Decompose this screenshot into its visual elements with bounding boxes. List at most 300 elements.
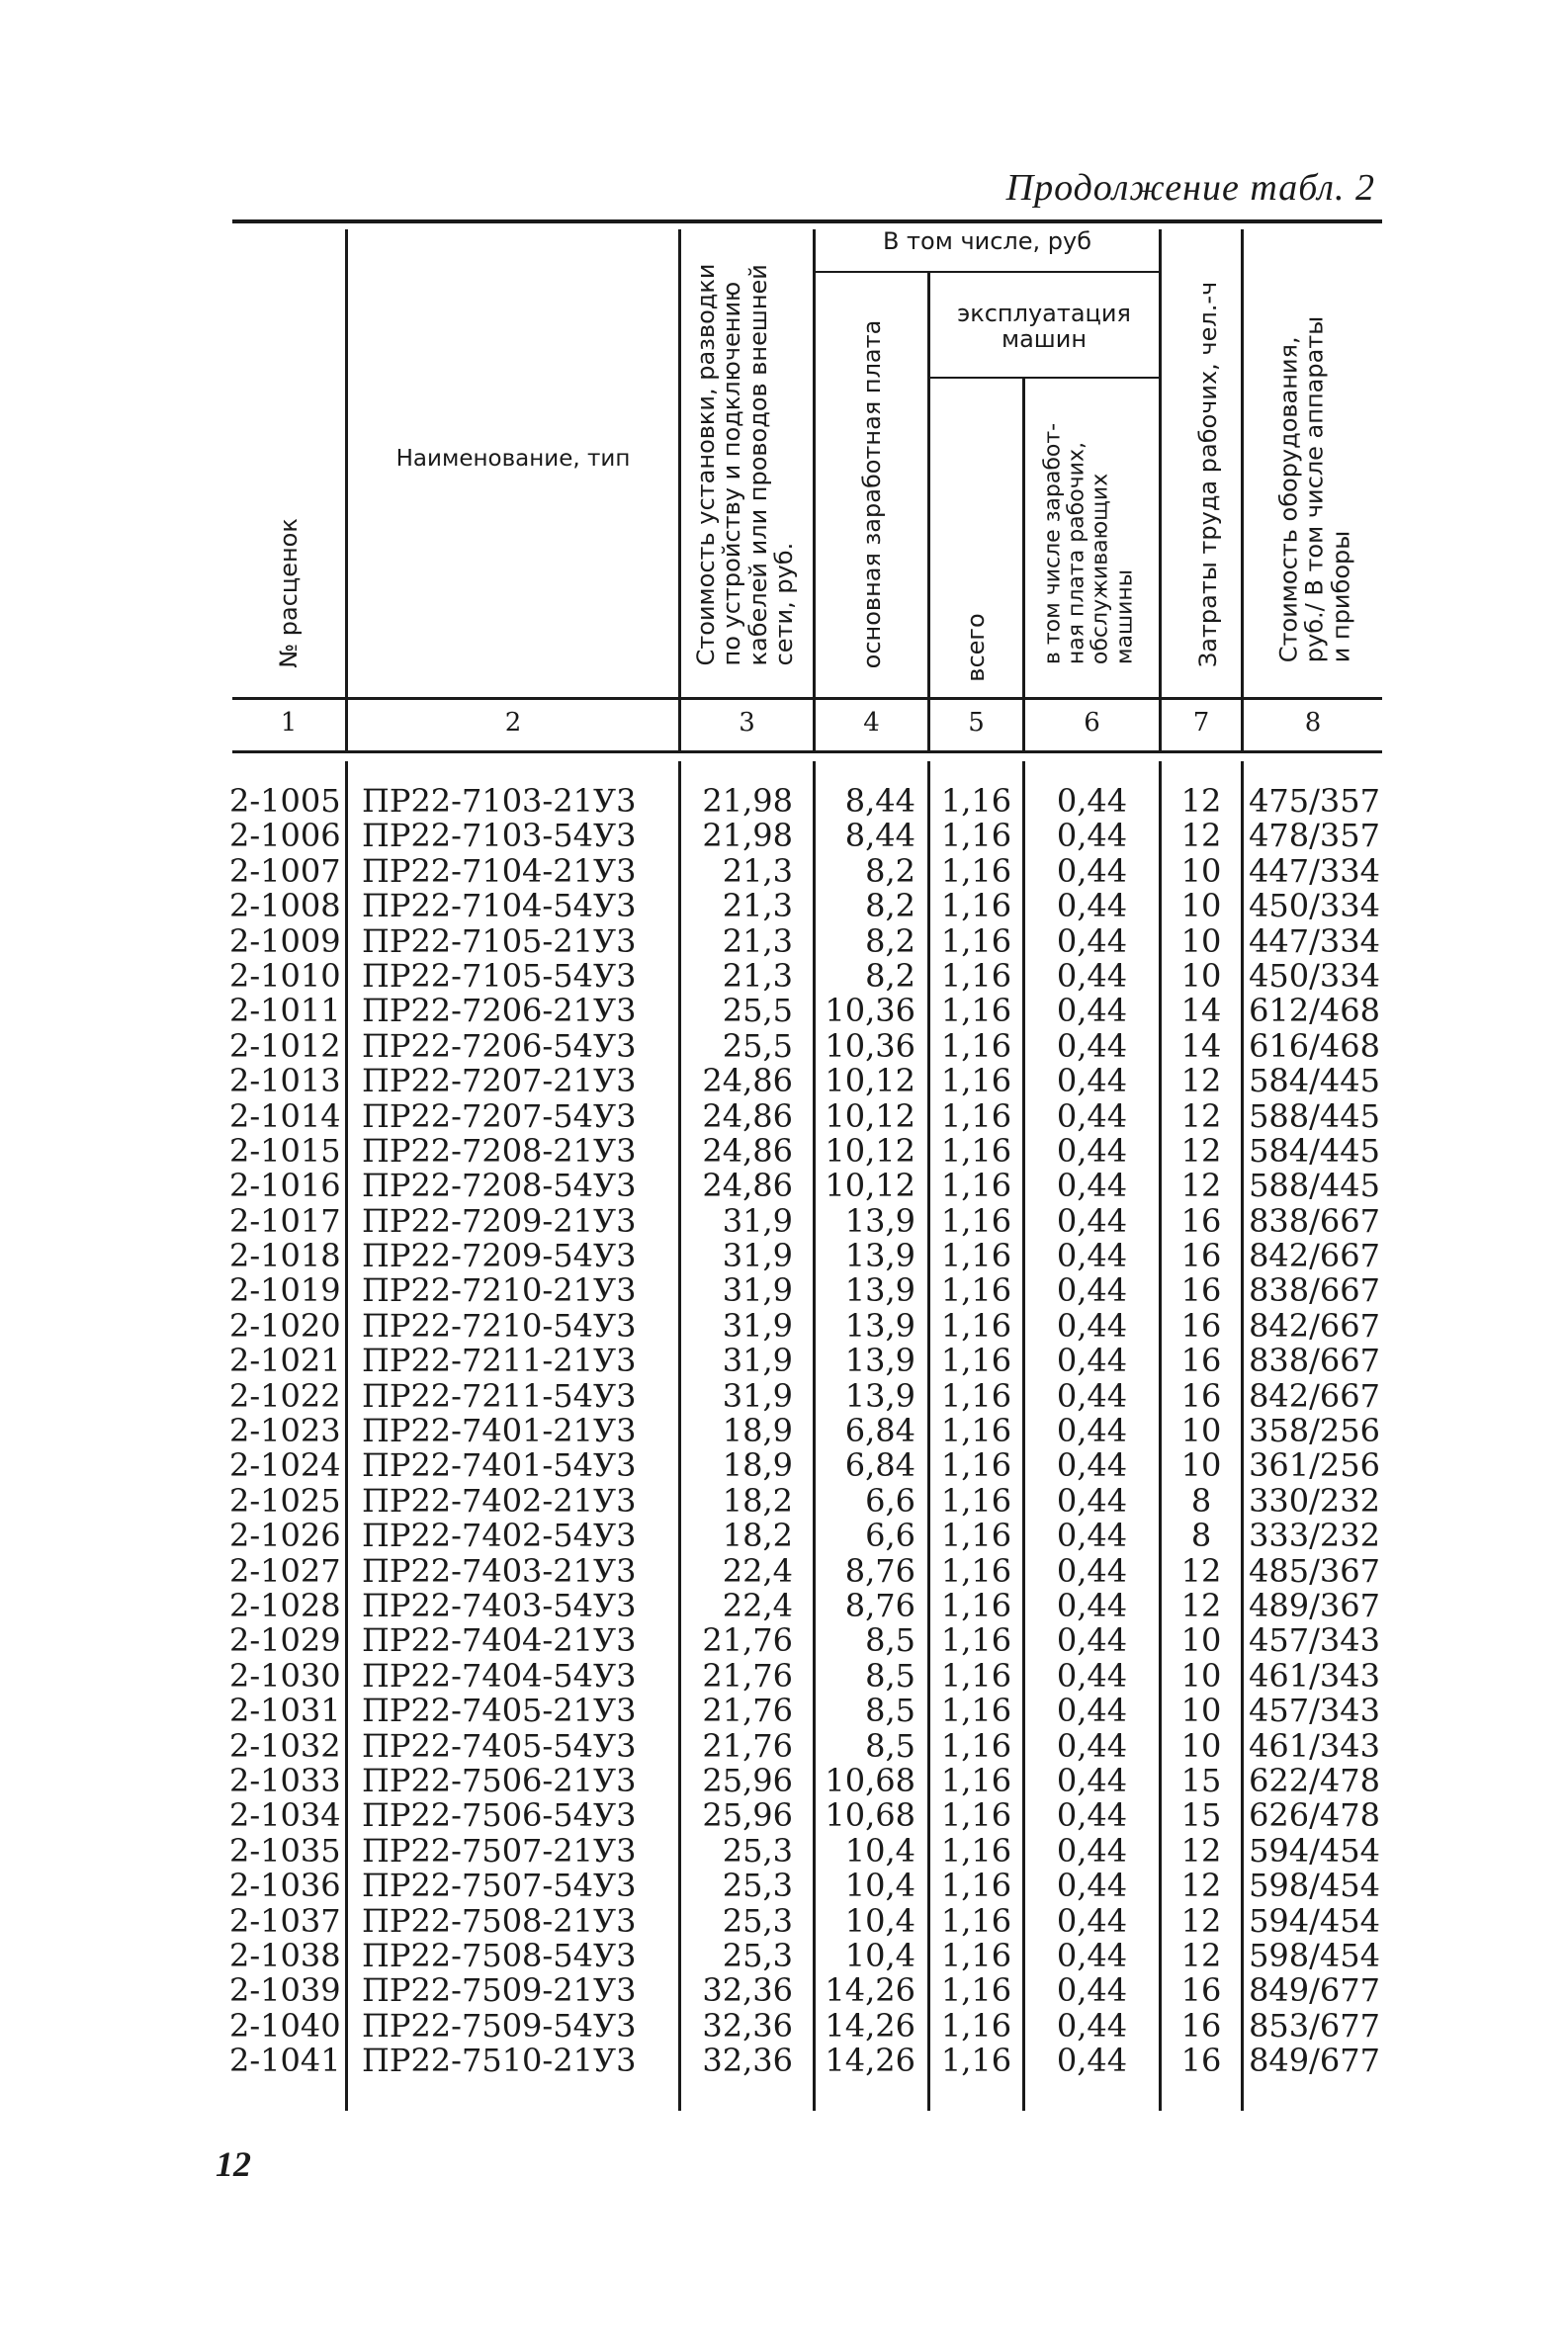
header-col1-text: № расценок [274, 518, 303, 668]
machine-wage-cell: 0,44 [1056, 1621, 1128, 1660]
equipment-cost-cell: 584/445 [1249, 1131, 1380, 1170]
table-row [0, 784, 1568, 819]
labor-hours-cell: 12 [1180, 1551, 1222, 1590]
rate-number-cell: 2-1037 [229, 1901, 341, 1940]
item-name-cell: ПР22-7404-54У3 [362, 1656, 637, 1695]
equipment-cost-cell: 622/478 [1249, 1761, 1380, 1799]
rate-number-cell: 2-1031 [229, 1692, 341, 1730]
machine-wage-cell: 0,44 [1056, 1026, 1128, 1065]
machine-total-cell: 1,16 [940, 1551, 1012, 1590]
base-wage-cell: 14,26 [825, 2042, 915, 2080]
machine-total-cell: 1,16 [940, 1481, 1012, 1520]
col-divider-2-3 [678, 229, 681, 753]
install-cost-cell: 21,3 [722, 956, 793, 995]
machine-wage-cell: 0,44 [1056, 851, 1128, 890]
header-col8 [1275, 316, 1353, 662]
item-name-cell: ПР22-7403-54У3 [362, 1586, 637, 1624]
equipment-cost-cell: 457/343 [1249, 1621, 1380, 1660]
table-row [0, 1169, 1568, 1203]
base-wage-cell: 8,76 [844, 1551, 915, 1590]
base-wage-cell: 13,9 [844, 1306, 915, 1345]
base-wage-cell: 10,36 [825, 992, 915, 1030]
rate-number-cell: 2-1005 [229, 782, 341, 820]
base-wage-cell: 10,68 [825, 1796, 915, 1835]
item-name-cell: ПР22-7208-54У3 [362, 1167, 637, 1205]
rate-number-cell: 2-1028 [229, 1586, 341, 1624]
base-wage-cell: 10,12 [825, 1167, 915, 1205]
item-name-cell: ПР22-7510-21У3 [362, 2042, 637, 2080]
item-name-cell: ПР22-7509-54У3 [362, 2006, 637, 2045]
labor-hours-cell: 16 [1180, 2042, 1222, 2080]
machine-wage-cell: 0,44 [1056, 921, 1128, 960]
machine-total-cell: 1,16 [940, 1796, 1012, 1835]
install-cost-cell: 18,9 [722, 1446, 793, 1485]
table-row [0, 1414, 1568, 1448]
base-wage-cell: 10,4 [844, 1901, 915, 1940]
rate-number-cell: 2-1018 [229, 1237, 341, 1275]
equipment-cost-cell: 361/256 [1249, 1446, 1380, 1485]
rate-number-cell: 2-1040 [229, 2006, 341, 2045]
install-cost-cell: 24,86 [702, 1096, 793, 1135]
install-cost-cell: 31,9 [722, 1237, 793, 1275]
install-cost-cell: 21,98 [702, 817, 793, 855]
table-row [0, 1586, 1568, 1624]
header-col8-line1: Стоимость оборудования, [1274, 336, 1303, 663]
machine-wage-cell: 0,44 [1056, 1971, 1128, 2010]
rate-number-cell: 2-1017 [229, 1201, 341, 1240]
labor-hours-cell: 16 [1180, 1201, 1222, 1240]
rate-number-cell: 2-1024 [229, 1446, 341, 1485]
machine-total-cell: 1,16 [940, 851, 1012, 890]
labor-hours-cell: 10 [1180, 956, 1222, 995]
install-cost-cell: 25,96 [702, 1796, 793, 1835]
rate-number-cell: 2-1033 [229, 1761, 341, 1799]
install-cost-cell: 22,4 [722, 1586, 793, 1624]
header-col7-text: Затраты труда рабочих, чел.-ч [1193, 281, 1222, 668]
base-wage-cell: 8,44 [844, 817, 915, 855]
colnum-3: 3 [739, 708, 755, 738]
labor-hours-cell: 16 [1180, 1271, 1222, 1310]
col-divider-5-6 [1022, 379, 1025, 753]
install-cost-cell: 31,9 [722, 1271, 793, 1310]
equipment-cost-cell: 598/454 [1249, 1936, 1380, 1974]
labor-hours-cell: 12 [1180, 1901, 1222, 1940]
equipment-cost-cell: 461/343 [1249, 1656, 1380, 1695]
item-name-cell: ПР22-7405-21У3 [362, 1692, 637, 1730]
labor-hours-cell: 15 [1180, 1796, 1222, 1835]
equipment-cost-cell: 594/454 [1249, 1831, 1380, 1870]
machine-total-cell: 1,16 [940, 1271, 1012, 1310]
item-name-cell: ПР22-7507-54У3 [362, 1867, 637, 1905]
base-wage-cell: 8,44 [844, 782, 915, 820]
colnum-2: 2 [504, 708, 522, 738]
rate-number-cell: 2-1027 [229, 1551, 341, 1590]
base-wage-cell: 13,9 [844, 1376, 915, 1415]
table-row [0, 1306, 1568, 1345]
item-name-cell: ПР22-7105-54У3 [362, 956, 637, 995]
machine-total-cell: 1,16 [940, 1586, 1012, 1624]
install-cost-cell: 32,36 [702, 1971, 793, 2010]
item-name-cell: ПР22-7401-21У3 [362, 1412, 637, 1450]
rate-number-cell: 2-1036 [229, 1867, 341, 1905]
base-wage-cell: 8,2 [865, 921, 915, 960]
item-name-cell: ПР22-7210-54У3 [362, 1306, 637, 1345]
equipment-cost-cell: 461/343 [1249, 1726, 1380, 1765]
col-divider-3-4 [813, 229, 816, 753]
labor-hours-cell: 16 [1180, 1237, 1222, 1275]
labor-hours-cell: 12 [1180, 1167, 1222, 1205]
table-row [0, 1831, 1568, 1870]
machine-wage-cell: 0,44 [1056, 1656, 1128, 1695]
table-row [0, 1973, 1568, 2008]
equipment-cost-cell: 478/357 [1249, 817, 1380, 855]
base-wage-cell: 10,4 [844, 1867, 915, 1905]
machine-wage-cell: 0,44 [1056, 1201, 1128, 1240]
machine-wage-cell: 0,44 [1056, 1901, 1128, 1940]
table-row [0, 1239, 1568, 1273]
machine-wage-cell: 0,44 [1056, 1271, 1128, 1310]
table-row [0, 994, 1568, 1028]
item-name-cell: ПР22-7210-21У3 [362, 1271, 637, 1310]
machine-wage-cell: 0,44 [1056, 1867, 1128, 1905]
labor-hours-cell: 10 [1180, 1692, 1222, 1730]
machine-wage-cell: 0,44 [1056, 1096, 1128, 1135]
header-col6-line4: машины [1112, 568, 1138, 665]
equipment-cost-cell: 584/445 [1249, 1062, 1380, 1100]
header-subgroup [929, 302, 1159, 353]
machine-total-cell: 1,16 [940, 1201, 1012, 1240]
item-name-cell: ПР22-7209-54У3 [362, 1237, 637, 1275]
header-col4 [859, 320, 885, 669]
table-row [0, 2044, 1568, 2078]
item-name-cell: ПР22-7103-21У3 [362, 782, 637, 820]
machine-total-cell: 1,16 [940, 1901, 1012, 1940]
table-row [0, 1901, 1568, 1940]
rate-number-cell: 2-1015 [229, 1131, 341, 1170]
machine-total-cell: 1,16 [940, 1342, 1012, 1380]
equipment-cost-cell: 457/343 [1249, 1692, 1380, 1730]
table-row [0, 1726, 1568, 1765]
base-wage-cell: 6,6 [865, 1481, 915, 1520]
header-col6-line1: в том числе заработ- [1040, 422, 1066, 665]
install-cost-cell: 31,9 [722, 1201, 793, 1240]
header-col7 [1195, 282, 1221, 667]
equipment-cost-cell: 358/256 [1249, 1412, 1380, 1450]
base-wage-cell: 10,12 [825, 1096, 915, 1135]
equipment-cost-cell: 489/367 [1249, 1586, 1380, 1624]
item-name-cell: ПР22-7207-54У3 [362, 1096, 637, 1135]
rate-number-cell: 2-1019 [229, 1271, 341, 1310]
colnum-5: 5 [968, 708, 985, 738]
table-row [0, 1096, 1568, 1135]
colnum-8: 8 [1304, 708, 1322, 738]
item-name-cell: ПР22-7209-21У3 [362, 1201, 637, 1240]
install-cost-cell: 25,96 [702, 1761, 793, 1799]
table-row [0, 1344, 1568, 1378]
machine-wage-cell: 0,44 [1056, 1446, 1128, 1485]
machine-total-cell: 1,16 [940, 1062, 1012, 1100]
machine-total-cell: 1,16 [940, 1656, 1012, 1695]
machine-total-cell: 1,16 [940, 1412, 1012, 1450]
header-col8-line2: руб./ В том числе аппараты [1300, 315, 1329, 663]
col-divider-6-7 [1159, 229, 1162, 753]
machine-wage-cell: 0,44 [1056, 1237, 1128, 1275]
labor-hours-cell: 16 [1180, 1376, 1222, 1415]
colnum-bottom-rule [232, 750, 1382, 753]
install-cost-cell: 31,9 [722, 1376, 793, 1415]
item-name-cell: ПР22-7405-54У3 [362, 1726, 637, 1765]
install-cost-cell: 25,3 [722, 1901, 793, 1940]
rate-number-cell: 2-1020 [229, 1306, 341, 1345]
labor-hours-cell: 10 [1180, 1656, 1222, 1695]
table-row [0, 1481, 1568, 1520]
labor-hours-cell: 10 [1180, 1726, 1222, 1765]
install-cost-cell: 31,9 [722, 1306, 793, 1345]
base-wage-cell: 13,9 [844, 1271, 915, 1310]
base-wage-cell: 10,68 [825, 1761, 915, 1799]
header-col2: Наименование, тип [395, 446, 631, 472]
header-col6-line2: ная плата рабочих, [1064, 442, 1089, 665]
table-row [0, 1761, 1568, 1799]
item-name-cell: ПР22-7403-21У3 [362, 1551, 637, 1590]
item-name-cell: ПР22-7105-21У3 [362, 921, 637, 960]
install-cost-cell: 24,86 [702, 1062, 793, 1100]
rate-number-cell: 2-1021 [229, 1342, 341, 1380]
equipment-cost-cell: 838/667 [1249, 1342, 1380, 1380]
header-col4-text: основная заработная плата [857, 319, 886, 669]
rate-number-cell: 2-1011 [229, 992, 341, 1030]
machine-total-cell: 1,16 [940, 1096, 1012, 1135]
install-cost-cell: 22,4 [722, 1551, 793, 1590]
base-wage-cell: 10,12 [825, 1131, 915, 1170]
equipment-cost-cell: 333/232 [1249, 1517, 1380, 1555]
base-wage-cell: 13,9 [844, 1201, 915, 1240]
labor-hours-cell: 16 [1180, 1342, 1222, 1380]
labor-hours-cell: 16 [1180, 2006, 1222, 2045]
rate-number-cell: 2-1008 [229, 887, 341, 925]
machine-wage-cell: 0,44 [1056, 1376, 1128, 1415]
item-name-cell: ПР22-7211-54У3 [362, 1376, 637, 1415]
install-cost-cell: 32,36 [702, 2042, 793, 2080]
machine-total-cell: 1,16 [940, 1167, 1012, 1205]
machine-wage-cell: 0,44 [1056, 1831, 1128, 1870]
base-wage-cell: 10,4 [844, 1831, 915, 1870]
machine-wage-cell: 0,44 [1056, 1517, 1128, 1555]
machine-total-cell: 1,16 [940, 1621, 1012, 1660]
equipment-cost-cell: 598/454 [1249, 1867, 1380, 1905]
labor-hours-cell: 12 [1180, 1936, 1222, 1974]
equipment-cost-cell: 616/468 [1249, 1026, 1380, 1065]
rate-number-cell: 2-1025 [229, 1481, 341, 1520]
rate-number-cell: 2-1038 [229, 1936, 341, 1974]
equipment-cost-cell: 450/334 [1249, 956, 1380, 995]
labor-hours-cell: 10 [1180, 1412, 1222, 1450]
col-divider-1-2 [345, 229, 348, 753]
base-wage-cell: 6,84 [844, 1446, 915, 1485]
machine-total-cell: 1,16 [940, 1726, 1012, 1765]
machine-total-cell: 1,16 [940, 1936, 1012, 1974]
install-cost-cell: 18,9 [722, 1412, 793, 1450]
machine-wage-cell: 0,44 [1056, 1481, 1128, 1520]
rate-number-cell: 2-1009 [229, 921, 341, 960]
table-row [0, 1519, 1568, 1553]
labor-hours-cell: 14 [1180, 992, 1222, 1030]
install-cost-cell: 25,3 [722, 1867, 793, 1905]
machine-total-cell: 1,16 [940, 1446, 1012, 1485]
table-row [0, 1656, 1568, 1695]
install-cost-cell: 21,76 [702, 1621, 793, 1660]
header-subgroup-line2: машин [1001, 324, 1088, 353]
machine-total-cell: 1,16 [940, 1026, 1012, 1065]
rate-number-cell: 2-1026 [229, 1517, 341, 1555]
labor-hours-cell: 10 [1180, 851, 1222, 890]
item-name-cell: ПР22-7508-21У3 [362, 1901, 637, 1940]
base-wage-cell: 8,5 [865, 1621, 915, 1660]
machine-wage-cell: 0,44 [1056, 2042, 1128, 2080]
equipment-cost-cell: 838/667 [1249, 1271, 1380, 1310]
machine-total-cell: 1,16 [940, 1971, 1012, 2010]
install-cost-cell: 31,9 [722, 1342, 793, 1380]
install-cost-cell: 18,2 [722, 1481, 793, 1520]
machine-total-cell: 1,16 [940, 1376, 1012, 1415]
install-cost-cell: 21,3 [722, 921, 793, 960]
table-row [0, 921, 1568, 960]
base-wage-cell: 8,2 [865, 887, 915, 925]
labor-hours-cell: 12 [1180, 1831, 1222, 1870]
item-name-cell: ПР22-7104-54У3 [362, 887, 637, 925]
install-cost-cell: 21,98 [702, 782, 793, 820]
item-name-cell: ПР22-7208-21У3 [362, 1131, 637, 1170]
table-row [0, 1273, 1568, 1308]
header-col3-line2: по устройству и подключению [718, 281, 746, 666]
item-name-cell: ПР22-7509-21У3 [362, 1971, 637, 2010]
item-name-cell: ПР22-7506-54У3 [362, 1796, 637, 1835]
machine-total-cell: 1,16 [940, 1761, 1012, 1799]
table-row [0, 1131, 1568, 1170]
colnum-6: 6 [1084, 708, 1100, 738]
rate-number-cell: 2-1010 [229, 956, 341, 995]
labor-hours-cell: 10 [1180, 1446, 1222, 1485]
item-name-cell: ПР22-7402-21У3 [362, 1481, 637, 1520]
labor-hours-cell: 12 [1180, 1096, 1222, 1135]
machine-wage-cell: 0,44 [1056, 1726, 1128, 1765]
machine-total-cell: 1,16 [940, 1131, 1012, 1170]
labor-hours-cell: 12 [1180, 1867, 1222, 1905]
rate-number-cell: 2-1034 [229, 1796, 341, 1835]
table-row [0, 1448, 1568, 1483]
install-cost-cell: 24,86 [702, 1167, 793, 1205]
base-wage-cell: 6,84 [844, 1412, 915, 1450]
labor-hours-cell: 12 [1180, 1131, 1222, 1170]
machine-total-cell: 1,16 [940, 921, 1012, 960]
item-name-cell: ПР22-7507-21У3 [362, 1831, 637, 1870]
equipment-cost-cell: 450/334 [1249, 887, 1380, 925]
rate-number-cell: 2-1016 [229, 1167, 341, 1205]
table-row [0, 851, 1568, 890]
table-row [0, 1623, 1568, 1658]
header-col6-line3: обслуживающих [1089, 473, 1113, 665]
rate-number-cell: 2-1029 [229, 1621, 341, 1660]
equipment-cost-cell: 475/357 [1249, 782, 1380, 820]
machine-wage-cell: 0,44 [1056, 1586, 1128, 1624]
machine-wage-cell: 0,44 [1056, 782, 1128, 820]
labor-hours-cell: 14 [1180, 1026, 1222, 1065]
header-col3-line1: Стоимость установки, разводки [692, 263, 721, 666]
labor-hours-cell: 16 [1180, 1971, 1222, 2010]
rate-number-cell: 2-1039 [229, 1971, 341, 2010]
machine-total-cell: 1,16 [940, 1237, 1012, 1275]
table-row [0, 1376, 1568, 1415]
machine-wage-cell: 0,44 [1056, 1342, 1128, 1380]
install-cost-cell: 21,76 [702, 1726, 793, 1765]
equipment-cost-cell: 447/334 [1249, 851, 1380, 890]
equipment-cost-cell: 594/454 [1249, 1901, 1380, 1940]
base-wage-cell: 14,26 [825, 1971, 915, 2010]
header-col5 [963, 613, 989, 681]
equipment-cost-cell: 849/677 [1249, 1971, 1380, 2010]
machine-wage-cell: 0,44 [1056, 1062, 1128, 1100]
rate-number-cell: 2-1041 [229, 2042, 341, 2080]
top-rule [232, 219, 1382, 223]
table-row [0, 1026, 1568, 1065]
item-name-cell: ПР22-7206-21У3 [362, 992, 637, 1030]
machine-total-cell: 1,16 [940, 992, 1012, 1030]
base-wage-cell: 8,2 [865, 956, 915, 995]
machine-wage-cell: 0,44 [1056, 956, 1128, 995]
item-name-cell: ПР22-7207-21У3 [362, 1062, 637, 1100]
machine-total-cell: 1,16 [940, 2006, 1012, 2045]
machine-wage-cell: 0,44 [1056, 1306, 1128, 1345]
base-wage-cell: 10,4 [844, 1936, 915, 1974]
machine-wage-cell: 0,44 [1056, 1936, 1128, 1974]
header-col3-line3: кабелей или проводов внешней [744, 264, 772, 666]
table-row [0, 889, 1568, 923]
equipment-cost-cell: 588/445 [1249, 1096, 1380, 1135]
labor-hours-cell: 10 [1180, 1621, 1222, 1660]
equipment-cost-cell: 588/445 [1249, 1167, 1380, 1205]
table-row [0, 1798, 1568, 1833]
machine-wage-cell: 0,44 [1056, 817, 1128, 855]
colnum-7: 7 [1192, 708, 1210, 738]
rate-number-cell: 2-1012 [229, 1026, 341, 1065]
rate-number-cell: 2-1014 [229, 1096, 341, 1135]
table-row [0, 1936, 1568, 1974]
table-row [0, 1869, 1568, 1903]
install-cost-cell: 32,36 [702, 2006, 793, 2045]
table-caption: Продолжение табл. 2 [1005, 167, 1375, 209]
group-rule [813, 271, 1159, 273]
labor-hours-cell: 12 [1180, 782, 1222, 820]
install-cost-cell: 21,3 [722, 887, 793, 925]
install-cost-cell: 25,5 [722, 1026, 793, 1065]
base-wage-cell: 8,5 [865, 1656, 915, 1695]
machine-wage-cell: 0,44 [1056, 992, 1128, 1030]
rate-number-cell: 2-1006 [229, 817, 341, 855]
install-cost-cell: 25,3 [722, 1831, 793, 1870]
table-row [0, 1064, 1568, 1098]
machine-total-cell: 1,16 [940, 1306, 1012, 1345]
machine-total-cell: 1,16 [940, 887, 1012, 925]
machine-wage-cell: 0,44 [1056, 887, 1128, 925]
machine-wage-cell: 0,44 [1056, 1167, 1128, 1205]
item-name-cell: ПР22-7401-54У3 [362, 1446, 637, 1485]
machine-wage-cell: 0,44 [1056, 1131, 1128, 1170]
header-col3-line4: сети, руб. [770, 542, 799, 666]
machine-wage-cell: 0,44 [1056, 2006, 1128, 2045]
base-wage-cell: 6,6 [865, 1517, 915, 1555]
install-cost-cell: 25,3 [722, 1936, 793, 1974]
base-wage-cell: 14,26 [825, 2006, 915, 2045]
